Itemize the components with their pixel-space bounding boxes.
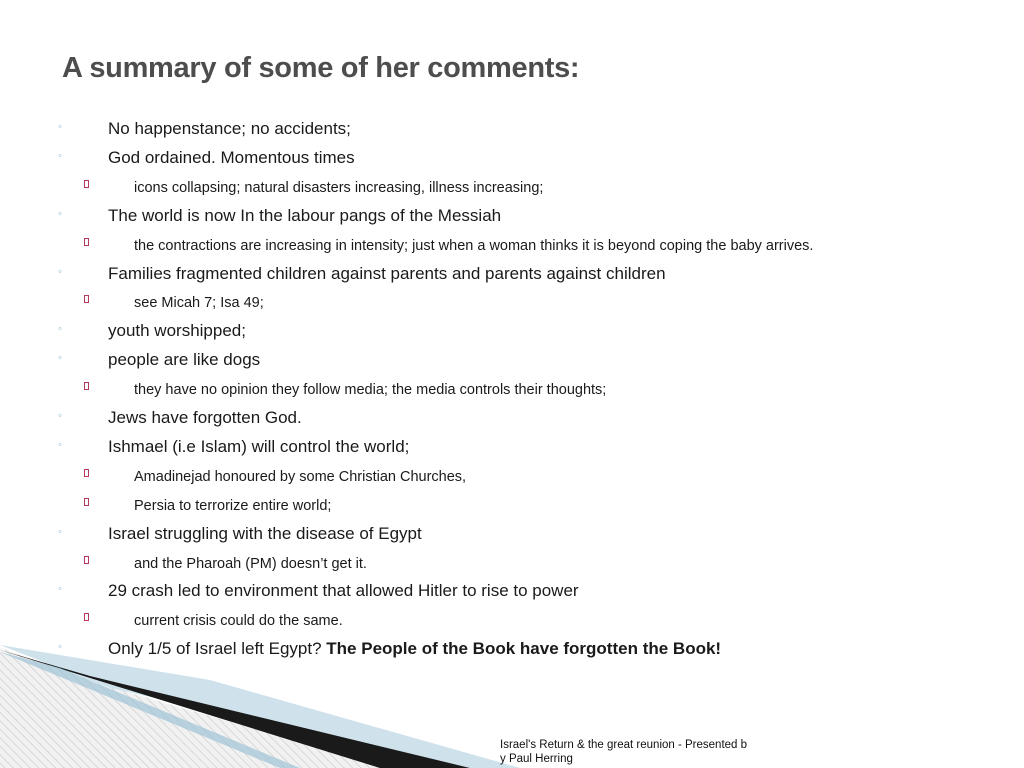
bullet-text-plain: Amadinejad honoured by some Christian Churches, bbox=[134, 468, 467, 485]
box-bullet-icon bbox=[84, 237, 89, 249]
bullet-text bbox=[134, 180, 543, 196]
circle-bullet-icon: ◦ bbox=[58, 641, 62, 654]
footer-text: Israel's Return & the great reunion - Presented by Paul Herring bbox=[500, 739, 748, 765]
bullet-item bbox=[0, 321, 1024, 345]
bullet-text bbox=[108, 321, 246, 341]
bullet-item bbox=[0, 206, 1024, 230]
bullet-text-plain: youth worshipped; bbox=[108, 321, 246, 341]
bullet-text-plain: Persia to terrorize entire world; bbox=[134, 497, 332, 514]
bullet-text-plain: No happenstance; no accidents; bbox=[108, 119, 351, 138]
bullet-text-plain: icons collapsing; natural disasters increasing, illness increasing; bbox=[134, 179, 544, 196]
bullet-text bbox=[108, 524, 422, 544]
bullet-text-plain: The world is now In the labour pangs of the Messiah bbox=[108, 205, 502, 225]
bullet-text bbox=[108, 350, 260, 370]
bullet-text-plain: Only 1/5 of Israel left Egypt? bbox=[108, 639, 327, 659]
bullet-text bbox=[134, 556, 367, 572]
bullet-text bbox=[134, 295, 264, 311]
box-bullet-shape bbox=[84, 295, 89, 303]
bullet-text bbox=[108, 264, 666, 284]
bullet-text bbox=[108, 206, 501, 226]
bullet-item bbox=[0, 524, 1024, 548]
box-bullet-shape bbox=[84, 238, 89, 246]
bullet-text-plain: they have no opinion they follow media; the media controls their thoughts; bbox=[134, 382, 607, 399]
circle-bullet-icon: ◦ bbox=[58, 207, 62, 220]
bullet-text-plain: the contractions are increasing in intensity; just when a woman thinks it is beyond coping the baby arrives. bbox=[134, 237, 814, 254]
box-bullet-icon bbox=[84, 555, 89, 567]
bullet-text bbox=[108, 437, 409, 457]
bullet-text bbox=[134, 238, 813, 254]
bullet-text-plain: Jews have forgotten God. bbox=[108, 408, 302, 427]
bullet-text bbox=[108, 148, 355, 168]
circle-bullet-icon: ◦ bbox=[58, 438, 62, 451]
circle-bullet-icon: ◦ bbox=[58, 121, 62, 133]
sub-bullet-item bbox=[0, 466, 1024, 490]
sub-bullet-item bbox=[0, 379, 1024, 403]
box-bullet-shape bbox=[84, 469, 89, 477]
box-bullet-icon bbox=[84, 612, 89, 624]
bullet-text-plain: Families fragmented children against parents and parents against children bbox=[108, 263, 666, 283]
circle-bullet-icon: ◦ bbox=[58, 149, 62, 162]
box-bullet-icon bbox=[84, 381, 89, 393]
box-bullet-shape bbox=[84, 613, 89, 621]
bullet-text bbox=[134, 613, 343, 629]
bullet-item bbox=[0, 408, 1024, 432]
sub-bullet-item bbox=[0, 292, 1024, 316]
box-bullet-shape bbox=[84, 556, 89, 564]
bullet-item bbox=[0, 437, 1024, 461]
bullet-text bbox=[108, 408, 302, 428]
circle-bullet-icon: ◦ bbox=[58, 410, 62, 422]
bullet-text-plain: God ordained. Momentous times bbox=[108, 147, 355, 167]
bullet-item bbox=[0, 148, 1024, 172]
sub-bullet-item bbox=[0, 610, 1024, 634]
sub-bullet-item bbox=[0, 553, 1024, 577]
bullet-text bbox=[108, 119, 351, 139]
bullet-text bbox=[134, 382, 606, 398]
page-title: A summary of some of her comments: bbox=[62, 52, 580, 84]
circle-bullet-icon: ◦ bbox=[58, 525, 62, 538]
bullet-text bbox=[108, 639, 721, 659]
bullet-item bbox=[0, 264, 1024, 288]
bullet-text-plain: Ishmael (i.e Islam) will control the world; bbox=[108, 436, 410, 456]
circle-bullet-icon: ◦ bbox=[58, 352, 62, 365]
bullet-text-bold: The People of the Book have forgotten the Book! bbox=[326, 639, 722, 659]
bullet-item bbox=[0, 581, 1024, 605]
box-bullet-icon bbox=[84, 294, 89, 306]
bullet-text bbox=[134, 498, 331, 514]
bullet-text-plain: and the Pharoah (PM) doesn’t get it. bbox=[134, 555, 367, 572]
bullet-text-plain: Israel struggling with the disease of Egypt bbox=[108, 523, 422, 543]
bullet-item bbox=[0, 119, 1024, 143]
sub-bullet-item bbox=[0, 495, 1024, 519]
box-bullet-shape bbox=[84, 498, 89, 506]
bullet-text-plain: see Micah 7; Isa 49; bbox=[134, 295, 264, 312]
bullet-text bbox=[108, 581, 579, 601]
bullet-item bbox=[0, 350, 1024, 374]
box-bullet-icon bbox=[84, 497, 89, 509]
box-bullet-icon bbox=[84, 468, 89, 480]
bullet-text-plain: people are like dogs bbox=[108, 350, 261, 370]
circle-bullet-icon: ◦ bbox=[58, 265, 62, 278]
bullet-text-plain: current crisis could do the same. bbox=[134, 613, 343, 630]
bullet-text-plain: 29 crash led to environment that allowed Hitler to rise to power bbox=[108, 581, 579, 601]
bullet-item bbox=[0, 639, 1024, 663]
bullet-text bbox=[134, 469, 466, 485]
box-bullet-icon bbox=[84, 179, 89, 191]
box-bullet-shape bbox=[84, 382, 89, 390]
circle-bullet-icon: ◦ bbox=[58, 583, 62, 596]
sub-bullet-item bbox=[0, 235, 1024, 259]
circle-bullet-icon: ◦ bbox=[58, 323, 62, 336]
sub-bullet-item bbox=[0, 177, 1024, 201]
box-bullet-shape bbox=[84, 180, 89, 188]
